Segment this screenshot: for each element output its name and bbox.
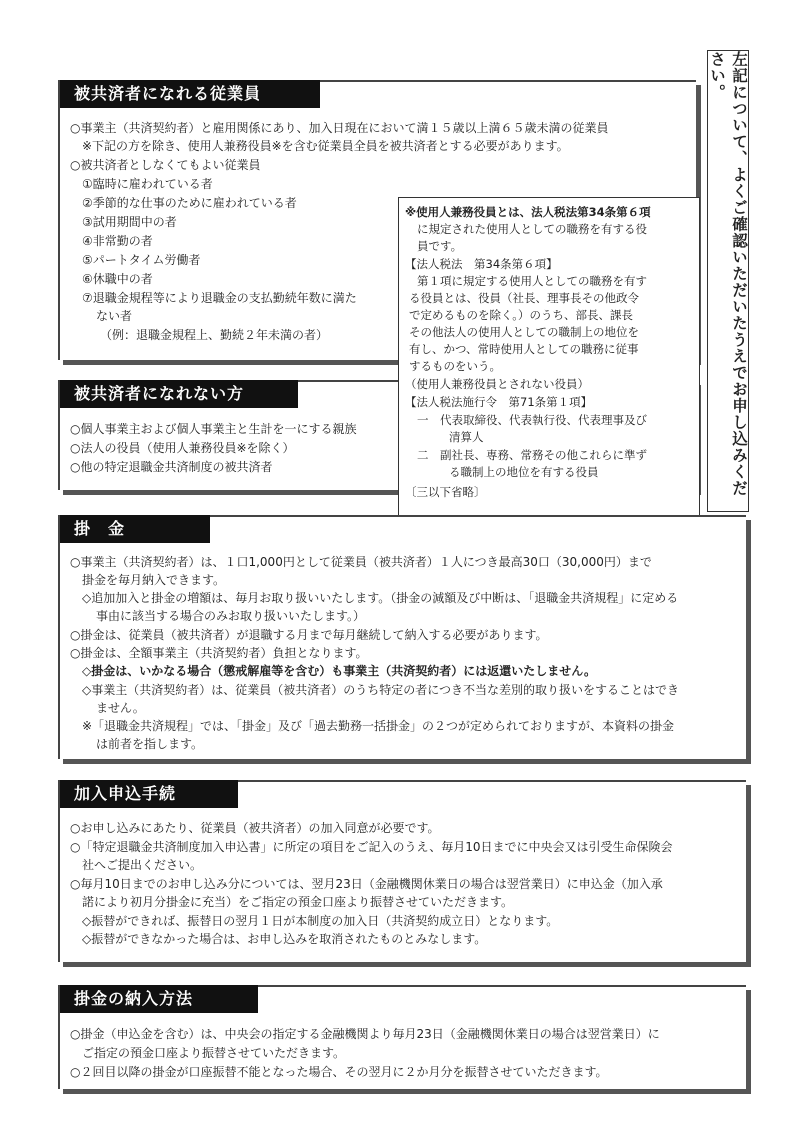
eligible-line: ⑤パートタイム労働者 — [82, 253, 201, 267]
note-line: 第１項に規定する使用人としての職務を有す — [417, 274, 647, 288]
note-line: 二 副社長、専務、常務その他これらに準ず — [417, 448, 647, 462]
payment-line: ご指定の預金口座より振替させていただきます。 — [82, 1046, 346, 1060]
eligible-line: ⑦退職金規程等により退職金の支払勤続年数に満た — [82, 291, 357, 305]
premium-line: は前者を指します。 — [96, 737, 204, 751]
eligible-title: 被共済者になれる従業員 — [60, 80, 320, 108]
note-line: 有し、かつ、常時使用人としての職務に従事 — [409, 342, 639, 356]
note-line: 〔三以下省略〕 — [405, 485, 486, 499]
not-eligible-line: ○個人事業主および個人事業主と生計を一にする親族 — [70, 422, 357, 436]
eligible-line: ③試用期間中の者 — [82, 215, 177, 229]
not-eligible-title: 被共済者になれない方 — [60, 380, 298, 408]
side-notice-text: 左記について、よくご確認いただいたうえでお申し込みください。 — [708, 51, 748, 497]
premium-title: 掛 金 — [60, 515, 210, 543]
procedure-title: 加入申込手続 — [60, 780, 238, 808]
procedure-line: ○お申し込みにあたり、従業員（被共済者）の加入同意が必要です。 — [70, 821, 440, 835]
eligible-line: ※下記の方を除き、使用人兼務役員※を含む従業員全員を被共済者とする必要があります。 — [82, 139, 569, 153]
procedure-line: ◇振替ができなかった場合は、お申し込みを取消されたものとみなします。 — [82, 932, 487, 946]
premium-line: 掛金を毎月納入できます。 — [82, 573, 226, 587]
procedure-line: ◇振替ができれば、振替日の翌月１日が本制度の加入日（共済契約成立日）となります。 — [82, 914, 559, 928]
not-eligible-line: ○他の特定退職金共済制度の被共済者 — [70, 460, 273, 474]
note-line: 一 代表取締役、代表執行役、代表理事及び — [417, 413, 647, 427]
eligible-line: ○事業主（共済契約者）と雇用関係にあり、加入日現在において満１５歳以上満６５歳未満の従業員 — [70, 121, 609, 135]
note-line: その他法人の使用人としての職制上の地位を — [409, 325, 639, 339]
note-line: 員です。 — [417, 239, 463, 253]
procedure-line: 社へご提出ください。 — [82, 858, 203, 872]
not-eligible-line: ○法人の役員（使用人兼務役員※を除く） — [70, 441, 295, 455]
premium-line: ○事業主（共済契約者）は、１口1,000円として従業員（被共済者）１人につき最高30口（30,000円）まで — [70, 555, 652, 569]
payment-line: ○掛金（申込金を含む）は、中央会の指定する金融機関より毎月23日（金融機関休業日の場合は翌営業日）に — [70, 1027, 660, 1041]
note-line: するものをいう。 — [409, 359, 501, 373]
eligible-line: ①臨時に雇われている者 — [82, 177, 213, 191]
premium-line: ○掛金は、全額事業主（共済契約者）負担となります。 — [70, 646, 368, 660]
eligible-line: ⑥休職中の者 — [82, 272, 153, 286]
eligible-line: ない者 — [96, 309, 133, 323]
premium-line: ○掛金は、従業員（被共済者）が退職する月まで毎月継続して納入する必要があります。 — [70, 628, 548, 642]
procedure-line: ○「特定退職金共済制度加入申込書」に所定の項目をご記入のうえ、毎月10日までに中央会又は引受生命保険会 — [70, 840, 673, 854]
premium-line: ◇事業主（共済契約者）は、従業員（被共済者）のうち特定の者につき不当な差別的取り扱いをすることはでき — [82, 683, 679, 697]
eligible-line: ②季節的な仕事のために雇われている者 — [82, 196, 297, 210]
premium-line: ◇掛金は、いかなる場合（懲戒解雇等を含む）も事業主（共済契約者）には返還いたしません。 — [82, 664, 596, 678]
premium-line: ※「退職金共済規程」では、「掛金」及び「過去勤務一括掛金」の２つが定められておりますが、本資料の掛金 — [82, 719, 675, 733]
eligible-line: ○被共済者としなくてもよい従業員 — [70, 158, 261, 172]
note-line: ※使用人兼務役員とは、法人税法第34条第６項 — [405, 205, 651, 219]
note-line: る職制上の地位を有する役員 — [449, 465, 599, 479]
note-line: 【法人税法 第34条第６項】 — [405, 257, 558, 271]
note-line: で定めるものを除く。）のうち、部長、課長 — [409, 308, 634, 322]
note-line: 清算人 — [449, 430, 484, 444]
note-line: に規定された使用人としての職務を有する役 — [417, 222, 647, 236]
premium-line: 事由に該当する場合のみお取り扱いいたします。） — [96, 609, 366, 623]
premium-line: ません。 — [96, 701, 145, 715]
eligible-line: （例：退職金規程上、勤続２年未満の者） — [100, 328, 329, 342]
eligible-line: ④非常勤の者 — [82, 234, 153, 248]
payment-line: ○２回目以降の掛金が口座振替不能となった場合、その翌月に２か月分を振替させていただきます。 — [70, 1065, 608, 1079]
premium-line: ◇追加加入と掛金の増額は、毎月お取り扱いいたします。（掛金の減額及び中断は、「退職金共済規程」に定める — [82, 591, 679, 605]
payment-title: 掛金の納入方法 — [60, 985, 258, 1013]
note-line: 【法人税法施行令 第71条第１項】 — [405, 395, 593, 409]
procedure-line: 諾により初月分掛金に充当）をご指定の預金口座より振替させていただきます。 — [82, 895, 514, 909]
note-line: る役員とは、役員（社長、理事長その他政令 — [409, 291, 639, 305]
procedure-line: ○毎月10日までのお申し込み分については、翌月23日（金融機関休業日の場合は翌営業日）に申込金（加入承 — [70, 877, 663, 891]
side-notice — [707, 50, 749, 512]
officer-note-box — [398, 197, 700, 517]
note-line: （使用人兼務役員とされない役員） — [405, 377, 589, 391]
